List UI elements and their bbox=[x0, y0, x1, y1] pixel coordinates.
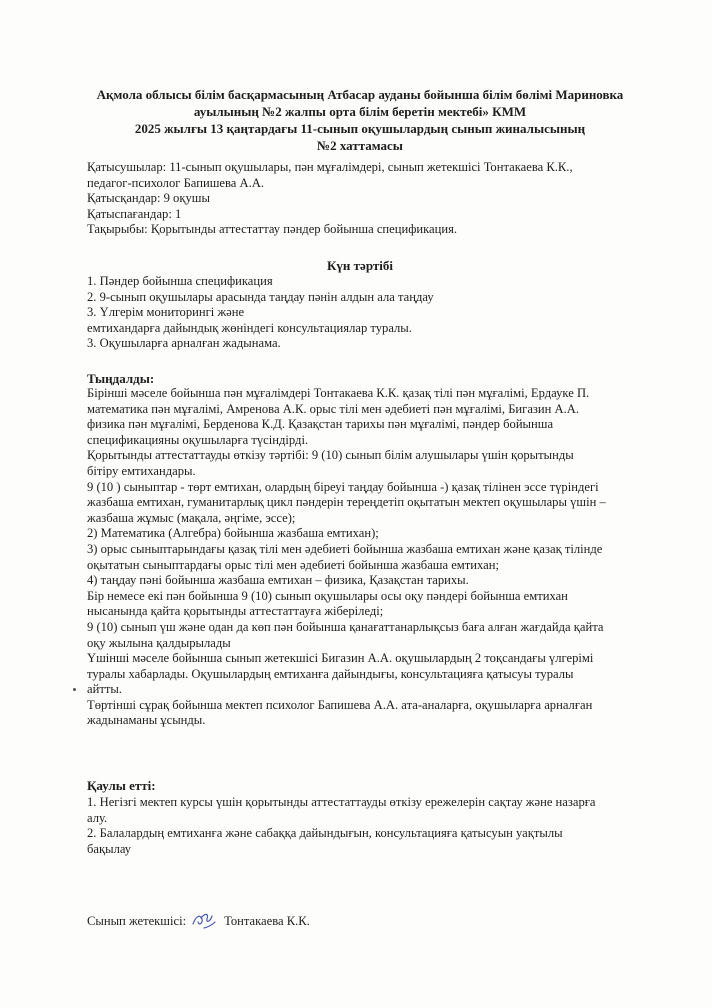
heard-line: Үшінші мәселе бойынша сынып жетекшісі Бигазин А.А. оқушылардың 2 тоқсандағы үлгерімі bbox=[87, 651, 594, 666]
heard-line: 9 (10) сынып үш және одан да көп пән бойынша қанағаттанарлықсыз баға алған жағдайда қайта bbox=[87, 619, 604, 634]
heard-line: математика пән мұғалімі, Амренова А.К. орыс тілі мен әдебиеті пән мұғалімі, Бигазин А.А. bbox=[87, 401, 580, 416]
heard-line: туралы хабарлады. Оқушылардың емтиханға дайындығы, консультацияға қатысуы туралы bbox=[87, 666, 574, 681]
agenda-title: Күн тәртібі bbox=[327, 258, 393, 273]
agenda-item: 3. Үлгерім мониторингі және bbox=[87, 305, 245, 320]
agenda-item: 2. 9-сынып оқушылары арасында таңдау пәнін алдын ала таңдау bbox=[87, 289, 434, 304]
meeting-topic: Тақырыбы: Қорытынды аттестаттау пәндер бойынша спецификация. bbox=[87, 222, 458, 237]
participants-line-2: педагог-психолог Бапишева А.А. bbox=[87, 175, 265, 190]
present-count: Қатысқандар: 9 оқушы bbox=[87, 191, 210, 206]
heard-line: нысанында қайта қорытынды аттестаттауға жіберіледі; bbox=[87, 604, 384, 619]
heard-line: физика пән мұғалімі, Берденова К.Д. Қазақстан тарихы пән мұғалімі, пәндер бойынша bbox=[87, 417, 554, 432]
document-header bbox=[60, 86, 660, 154]
header-line-4: №2 хаттамасы bbox=[317, 138, 403, 153]
participants-line-1: Қатысушылар: 11-сынып оқушылары, пән мұғалімдері, сынып жетекшісі Тонтакаева К.К., bbox=[87, 160, 573, 174]
decision-line: 2. Балалардың емтиханға және сабаққа дайындығын, консультацияға қатысуын уақтылы bbox=[87, 826, 563, 841]
signature-block bbox=[87, 910, 310, 932]
header-line-1: Ақмола облысы білім басқармасының Атбасар ауданы бойынша білім бөлімі Мариновка bbox=[96, 87, 624, 102]
heard-line: жадынаманы ұсынды. bbox=[87, 713, 206, 728]
heard-line: 9 (10 ) сыныптар - төрт емтихан, олардың біреуі таңдау бойынша -) қазақ тілінен эссе түріндегі bbox=[87, 479, 599, 494]
header-line-3: 2025 жылғы 13 қаңтардағы 11-сынып оқушылардың сынып жиналысының bbox=[134, 121, 586, 136]
agenda-list bbox=[87, 274, 647, 352]
signature-label: Сынып жетекшісі: bbox=[87, 913, 187, 928]
heard-line: оқытатын сыныптардағы орыс тілі мен әдебиеті бойынша жазбаша емтихан; bbox=[87, 557, 499, 572]
heard-line: Қорытынды аттестаттауды өткізу тәртібі: 9 (10) сынып білім алушылары үшін қорытынды bbox=[87, 448, 574, 463]
agenda-item: 3. Оқушыларға арналған жадынама. bbox=[87, 336, 281, 351]
heard-line: 2) Математика (Алгебра) бойынша жазбаша емтихан); bbox=[87, 526, 379, 541]
decision-line: 1. Негізгі мектеп курсы үшін қорытынды аттестаттауды өткізу ережелерін сақтау және назарға bbox=[87, 795, 596, 809]
handwritten-signature bbox=[190, 910, 218, 932]
signature-name: Тонтакаева К.К. bbox=[224, 913, 310, 928]
decided-title: Қаулы етті: bbox=[87, 778, 156, 793]
header-line-2: ауылының №2 жалпы орта білім беретін мектебі» КММ bbox=[193, 104, 527, 119]
absent-count: Қатыспағандар: 1 bbox=[87, 206, 182, 221]
decision-line: бақылау bbox=[87, 841, 132, 856]
heard-line: оқу жылына қалдырылады bbox=[87, 635, 231, 650]
heard-line: айтты. bbox=[87, 682, 122, 697]
heard-line: Бірінші мәселе бойынша пән мұғалімдері Тонтакаева К.К. қазақ тілі пән мұғалімі, Ердауке П. bbox=[87, 386, 590, 400]
heard-section bbox=[87, 386, 647, 729]
heard-title: Тыңдалды: bbox=[87, 371, 155, 386]
decision-line: алу. bbox=[87, 810, 108, 825]
heard-line: Бір немесе екі пән бойынша 9 (10) сынып оқушылары осы оқу пәндері бойынша емтихан bbox=[87, 588, 568, 603]
heard-line: 3) орыс сыныптарындағы қазақ тілі мен әдебиеті бойынша жазбаша емтихан және қазақ тілінде bbox=[87, 541, 603, 556]
attendance-section bbox=[87, 160, 647, 238]
agenda-item: емтихандарға дайындық жөніндегі консультациялар туралы. bbox=[87, 320, 412, 335]
heard-line: жазбаша жұмыс (мақала, әңгіме, эссе); bbox=[87, 510, 296, 525]
heard-line: Төртінші сұрақ бойынша мектеп психолог Бапишева А.А. ата-аналарға, оқушыларға арналған bbox=[87, 697, 593, 712]
scan-speck bbox=[73, 688, 76, 691]
heard-line: 4) таңдау пәні бойынша жазбаша емтихан – физика, Қазақстан тарихы. bbox=[87, 573, 469, 588]
heard-line: спецификацияны оқушыларға түсіндірді. bbox=[87, 432, 309, 447]
decided-section bbox=[87, 795, 647, 857]
heard-line: жазбаша емтихан, гуманитарлық цикл пәндерін тереңдетіп оқытатын мектеп оқушылары үшін – bbox=[87, 495, 606, 510]
agenda-item: 1. Пәндер бойынша спецификация bbox=[87, 274, 273, 288]
heard-line: бітіру емтихандары. bbox=[87, 463, 196, 478]
